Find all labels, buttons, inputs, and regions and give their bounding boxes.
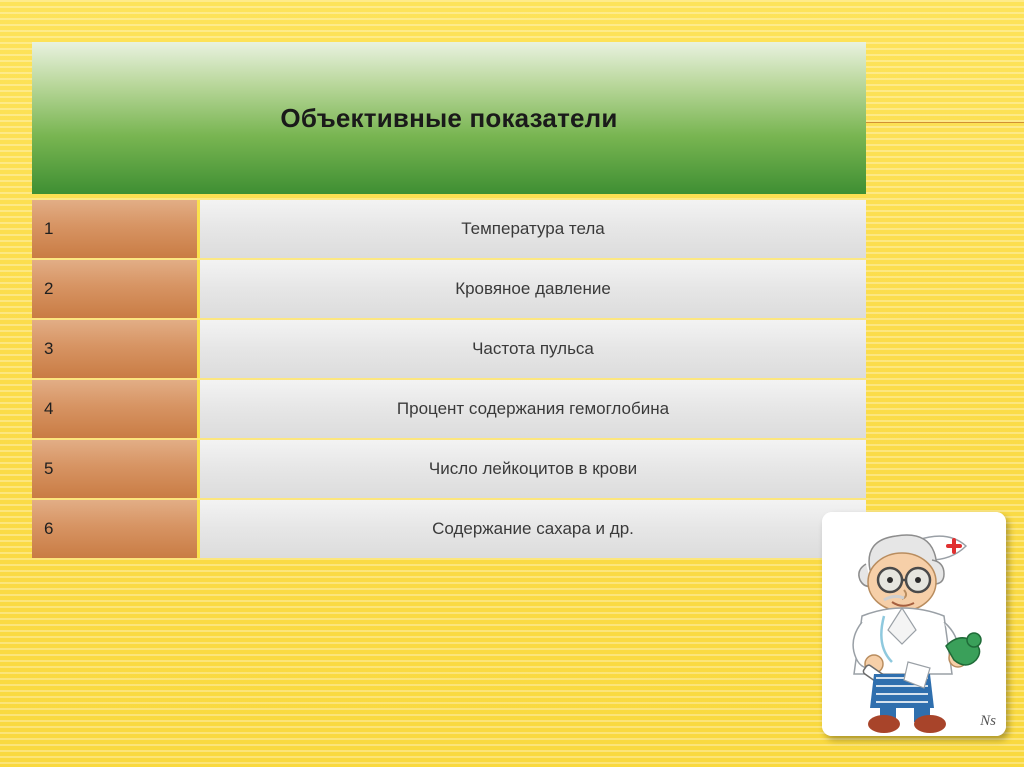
row-number: 4	[32, 380, 197, 438]
table-row	[32, 440, 866, 498]
row-label: Частота пульса	[197, 320, 866, 378]
artist-signature: Ns	[980, 713, 996, 729]
doctor-illustration	[822, 512, 1006, 736]
page-title: Объективные показатели	[280, 102, 618, 133]
table-row	[32, 260, 866, 318]
doctor-icon	[822, 512, 1006, 736]
row-number: 6	[32, 500, 197, 558]
row-number: 3	[32, 320, 197, 378]
row-number: 5	[32, 440, 197, 498]
row-label: Температура тела	[197, 200, 866, 258]
indicators-table	[32, 200, 866, 560]
row-label: Число лейкоцитов в крови	[197, 440, 866, 498]
row-label: Процент содержания гемоглобина	[197, 380, 866, 438]
table-row	[32, 200, 866, 258]
row-label: Содержание сахара и др.	[197, 500, 866, 558]
table-row	[32, 500, 866, 558]
table-row	[32, 380, 866, 438]
decorative-rule	[866, 122, 1024, 123]
row-number: 2	[32, 260, 197, 318]
table-row	[32, 320, 866, 378]
slide-title-band	[32, 42, 866, 194]
row-label: Кровяное давление	[197, 260, 866, 318]
row-number: 1	[32, 200, 197, 258]
